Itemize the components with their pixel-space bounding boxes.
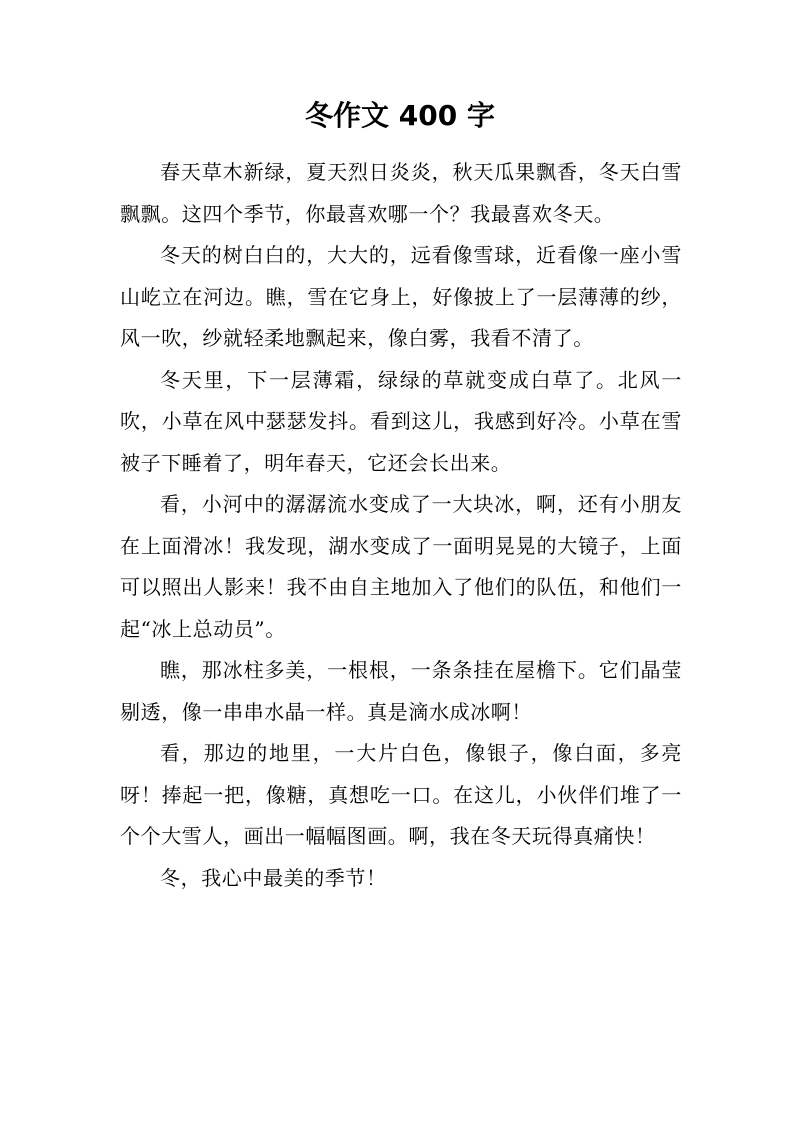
paragraph-1: 春天草木新绿，夏天烈日炎炎，秋天瓜果飘香，冬天白雪飘飘。这四个季节，你最喜欢哪一个？我最喜欢冬天。 [120,160,682,226]
page-title: 冬作文 400 字 [305,99,495,132]
essay-body [120,152,682,899]
paragraph-2: 冬天的树白白的，大大的，远看像雪球，近看像一座小雪山屹立在河边。瞧，雪在它身上，好像披上了一层薄薄的纱，风一吹，纱就轻柔地飘起来，像白雾，我看不清了。 [120,243,682,350]
paragraph-4: 看，小河中的潺潺流水变成了一大块冰，啊，还有小朋友在上面滑冰！我发现，湖水变成了一面明晃晃的大镜子，上面可以照出人影来！我不由自主地加入了他们的队伍，和他们一起“冰上总动员”。 [120,492,682,641]
paragraph-7: 冬，我心中最美的季节！ [160,865,387,890]
paragraph-3: 冬天里，下一层薄霜，绿绿的草就变成白草了。北风一吹，小草在风中瑟瑟发抖。看到这儿，我感到好冷。小草在雪被子下睡着了，明年春天，它还会长出来。 [120,367,682,475]
paragraph-6: 看，那边的地里，一大片白色，像银子，像白面，多亮呀！捧起一把，像糖，真想吃一口。在这儿，小伙伴们堆了一个个大雪人，画出一幅幅图画。啊，我在冬天玩得真痛快！ [120,741,682,848]
paragraph-5: 瞧，那冰柱多美，一根根，一条条挂在屋檐下。它们晶莹剔透，像一串串水晶一样。真是滴水成冰啊！ [120,658,682,724]
